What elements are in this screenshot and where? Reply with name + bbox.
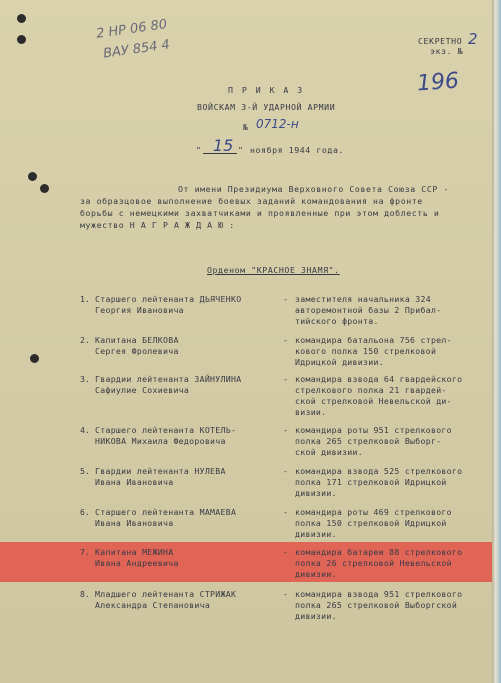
preamble-line: мужество Н А Г Р А Ж Д А Ю :	[80, 220, 235, 230]
awardee-role: командира батареи 88 стрелкового полка 26 стрелковой Невельской дивизии.	[295, 547, 463, 579]
item-number: 5.	[80, 466, 90, 476]
award-heading: Орденом "КРАСНОЕ ЗНАМЯ".	[207, 265, 340, 275]
item-number: 6.	[80, 507, 90, 517]
date-open-quote: "	[196, 145, 202, 155]
item-number: 8.	[80, 589, 90, 599]
awardee-name: Гвардии лейтенанта НУЛЕВА Ивана Ивановича	[95, 466, 226, 487]
item-dash: -	[283, 374, 288, 384]
awardee-name: Старшего лейтенанта ДЬЯЧЕНКО Георгия Ивановича	[95, 294, 242, 315]
item-dash: -	[283, 589, 288, 599]
copy-label: экз. №	[430, 46, 464, 56]
order-title: П Р И К А З	[228, 85, 305, 95]
item-number: 7.	[80, 547, 90, 557]
page-number: 196	[416, 68, 460, 97]
preamble-line: От имени Президиума Верховного Совета Союза ССР -	[178, 184, 449, 194]
date-close-quote: "	[238, 145, 244, 155]
punch-hole	[40, 184, 49, 193]
archive-note-line1: 2 НР 06 80	[95, 17, 169, 42]
order-subtitle: ВОЙСКАМ 3-Й УДАРНОЙ АРМИИ	[197, 102, 336, 112]
item-number: 2.	[80, 335, 90, 345]
date-underline	[203, 153, 237, 154]
number-prefix: №	[243, 122, 249, 132]
awardee-role: командира роты 951 стрелкового полка 265 стрелковой Выборг- ской дивизии.	[295, 425, 452, 457]
item-dash: -	[283, 425, 288, 435]
awardee-role: командира взвода 951 стрелкового полка 265 стрелковой Выборгской дивизии.	[295, 589, 463, 621]
awardee-name: Младшего лейтенанта СТРИЖАК Александра Степановича	[95, 589, 237, 610]
punch-hole	[17, 35, 26, 44]
awardee-role: заместителя начальника 324 авторемонтной базы 2 Прибал- тийского фронта.	[295, 294, 442, 326]
item-dash: -	[283, 294, 288, 304]
item-number: 3.	[80, 374, 90, 384]
awardee-name: Капитана БЕЛКОВА Сергея Фролевича	[95, 335, 179, 356]
awardee-name: Капитана МЕЖИНА Ивана Андреевича	[95, 547, 179, 568]
item-dash: -	[283, 547, 288, 557]
date-day: 15	[213, 136, 234, 155]
secrecy-stamp: СЕКРЕТНО	[418, 36, 463, 46]
item-dash: -	[283, 335, 288, 345]
awardee-role: командира батальона 756 стрел- кового полка 150 стрелковой Идрицкой дивизии.	[295, 335, 452, 367]
item-dash: -	[283, 466, 288, 476]
item-dash: -	[283, 507, 288, 517]
punch-hole	[28, 172, 37, 181]
archive-note-line2: ВАУ 854 4	[102, 37, 171, 62]
punch-hole	[17, 14, 26, 23]
awardee-role: командира взвода 525 стрелкового полка 171 стрелковой Идрицкой дивизии.	[295, 466, 463, 498]
page-edge	[492, 0, 501, 683]
awardee-role: командира роты 469 стрелкового полка 150 стрелковой Идрицкой дивизии.	[295, 507, 452, 539]
awardee-name: Старшего лейтенанта МАМАЕВА Ивана Ивановича	[95, 507, 237, 528]
preamble-line: за образцовое выполнение боевых заданий командования на фронте	[80, 196, 423, 206]
copy-number: 2	[468, 30, 478, 48]
awardee-role: командира взвода 64 гвардейского стрелкового полка 21 гвардей- ской стрелковой Невельской ди- визии.	[295, 374, 463, 417]
date-text: ноября 1944 года.	[250, 145, 344, 155]
awardee-name: Старшего лейтенанта КОТЕЛЬ- НИКОВА Михаила Федоровича	[95, 425, 237, 446]
item-number: 4.	[80, 425, 90, 435]
awardee-name: Гвардии лейтенанта ЗАЙНУЛИНА Сафиулие Сохиевича	[95, 374, 242, 395]
item-number: 1.	[80, 294, 90, 304]
order-number: 0712-н	[256, 117, 299, 131]
preamble-line: борьбы с немецкими захватчиками и проявленные при этом доблесть и	[80, 208, 440, 218]
punch-hole	[30, 354, 39, 363]
